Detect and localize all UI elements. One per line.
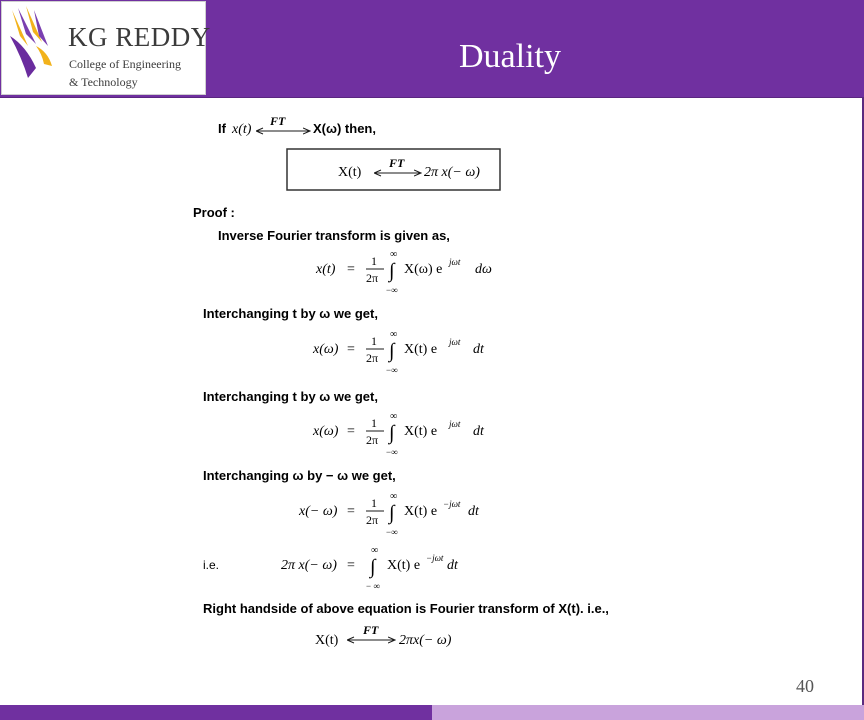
eagle-logo-icon — [6, 6, 62, 82]
svg-text:1: 1 — [371, 334, 377, 348]
svg-text:jωt: jωt — [449, 337, 461, 347]
integral-sign-icon: ∫ — [389, 502, 395, 524]
ie-label: i.e. — [203, 558, 220, 572]
integral-sign-icon: ∫ — [370, 556, 376, 578]
integral-sign-icon: ∫ — [389, 422, 395, 444]
svg-text:=: = — [347, 424, 355, 439]
svg-text:2π: 2π — [366, 433, 379, 447]
logo-subtitle-1: College of Engineering — [69, 57, 181, 71]
svg-text:2π x(− ω): 2π x(− ω) — [281, 558, 337, 573]
svg-text:−∞: −∞ — [386, 365, 398, 375]
svg-text:x(t): x(t) — [316, 262, 336, 277]
svg-text:dt: dt — [473, 342, 484, 357]
equation-3 — [312, 411, 485, 457]
svg-text:∞: ∞ — [371, 545, 379, 556]
integral-sign-icon: ∫ — [389, 260, 395, 282]
final-lhs: X(t) — [315, 633, 339, 648]
logo-name: KG REDDY — [68, 22, 211, 52]
svg-text:X(ω) e: X(ω) e — [404, 262, 443, 277]
svg-text:∞: ∞ — [390, 329, 398, 340]
proof-label: Proof : — [193, 205, 235, 220]
svg-text:dt: dt — [468, 504, 479, 519]
svg-text:−∞: −∞ — [386, 285, 398, 295]
svg-text:X(t) e: X(t) e — [387, 558, 421, 573]
math-derivation — [185, 105, 655, 665]
svg-text:∞: ∞ — [390, 411, 398, 422]
if-lhs: x(t) — [232, 122, 252, 137]
box-lhs: X(t) — [338, 165, 362, 180]
if-rhs: X(ω) then, — [313, 121, 376, 136]
svg-text:=: = — [347, 342, 355, 357]
slide-content — [185, 105, 655, 665]
integral-sign-icon: ∫ — [389, 340, 395, 362]
svg-text:−∞: −∞ — [386, 447, 398, 457]
svg-text:−jωt: −jωt — [443, 499, 461, 509]
svg-text:=: = — [347, 504, 355, 519]
footer-bar-right — [432, 705, 864, 720]
svg-text:1: 1 — [371, 416, 377, 430]
svg-text:=: = — [347, 262, 355, 277]
svg-text:2π: 2π — [366, 271, 379, 285]
svg-text:x(ω): x(ω) — [313, 342, 339, 357]
footer-bar-left — [0, 705, 432, 720]
svg-text:X(t) e: X(t) e — [404, 342, 438, 357]
if-ft: FT — [270, 114, 286, 128]
svg-text:1: 1 — [371, 254, 377, 268]
svg-text:dω: dω — [475, 262, 492, 277]
proof-line-4: Interchanging ω by − ω we get, — [203, 468, 396, 483]
equation-5 — [203, 545, 459, 591]
box-ft: FT — [389, 156, 405, 170]
proof-line-1: Inverse Fourier transform is given as, — [218, 228, 450, 243]
svg-text:2π: 2π — [366, 513, 379, 527]
proof-line-3: Interchanging t by ω we get, — [203, 389, 378, 404]
svg-text:=: = — [347, 558, 355, 573]
proof-line-2: Interchanging t by ω we get, — [203, 306, 378, 321]
svg-text:2π: 2π — [366, 351, 379, 365]
svg-text:dt: dt — [473, 424, 484, 439]
college-logo — [1, 1, 211, 95]
svg-text:∞: ∞ — [390, 249, 398, 260]
proof-line-5: Right handside of above equation is Fourier transform of X(t). i.e., — [203, 601, 609, 616]
svg-text:− ∞: − ∞ — [366, 581, 380, 591]
svg-text:X(t) e: X(t) e — [404, 504, 438, 519]
svg-text:dt: dt — [447, 558, 458, 573]
equation-2 — [312, 329, 485, 375]
svg-text:∞: ∞ — [390, 491, 398, 502]
box-rhs: 2π x(− ω) — [424, 165, 480, 180]
final-rhs: 2πx(− ω) — [399, 633, 452, 648]
equation-4 — [298, 491, 480, 537]
slide-title: Duality — [459, 38, 561, 75]
page-number: 40 — [796, 676, 814, 696]
slide-header — [0, 0, 864, 98]
svg-text:−∞: −∞ — [386, 527, 398, 537]
svg-text:jωt: jωt — [449, 419, 461, 429]
svg-text:−jωt: −jωt — [426, 553, 444, 563]
svg-text:jωt: jωt — [449, 257, 461, 267]
svg-text:X(t) e: X(t) e — [404, 424, 438, 439]
logo-subtitle-2: & Technology — [69, 75, 138, 89]
svg-text:x(ω): x(ω) — [313, 424, 339, 439]
if-prefix: If — [218, 121, 226, 136]
final-ft: FT — [363, 623, 379, 637]
svg-text:1: 1 — [371, 496, 377, 510]
equation-1 — [315, 249, 492, 295]
svg-text:x(− ω): x(− ω) — [299, 504, 338, 519]
